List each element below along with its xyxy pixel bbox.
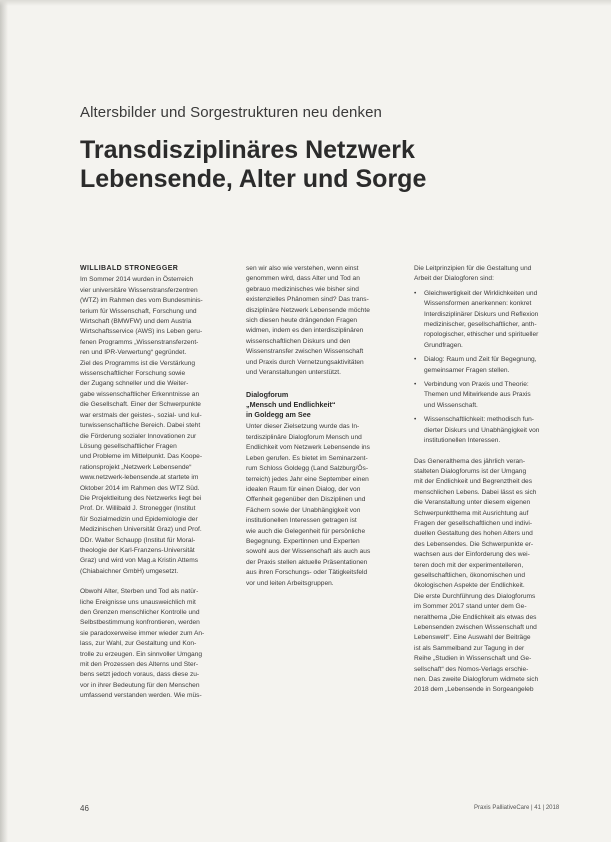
text-line: medizinischer, gesellschaftlicher, anth- <box>424 321 537 329</box>
column1-paragraph-1 <box>80 275 230 577</box>
text-line: (WTZ) im Rahmen des vom Bundesminis- <box>80 297 203 305</box>
text-line: lass, zur Wahl, zur Gestaltung und Kon- <box>80 640 197 648</box>
text-line: ist als Sammelband zur Tagung in der <box>414 644 525 652</box>
text-line: Medizinischen Universität Graz) und Prof. <box>80 526 202 534</box>
text-line: existenzielles Phänomen sind? Das trans- <box>246 296 369 304</box>
text-line: nen. Das zweite Dialogforum widmete sich <box>414 676 539 684</box>
text-line: und Probleme im Mittelpunkt. Das Koope- <box>80 453 203 461</box>
text-line: neralthema „Die Endlichkeit als etwas des <box>414 613 537 621</box>
text-line: vor und leiten Arbeitsgruppen. <box>246 579 334 587</box>
text-line: mit den Prozessen des Alterns und Ster- <box>80 661 199 669</box>
text-line: idealen Raum für einen Dialog, der von <box>246 485 361 493</box>
text-line: Reihe „Studien in Wissenschaft und Ge- <box>414 655 532 663</box>
text-line: sen wir also wie verstehen, wenn einst <box>246 265 359 272</box>
text-line: • Dialog: Raum und Zeit für Begegnung, <box>424 356 537 364</box>
page-number: 46 <box>80 804 89 813</box>
title-line-1: Transdisziplinäres Netzwerk <box>80 136 415 164</box>
list-item <box>414 380 564 411</box>
text-line: Unter dieser Zielsetzung wurde das In- <box>246 423 360 431</box>
text-line: genommen wird, dass Alter und Tod an <box>246 275 360 283</box>
text-line: wissenschaftlichen Diskurs und den <box>246 337 351 345</box>
text-line: Im Sommer 2014 wurden in Österreich <box>80 276 194 284</box>
text-line: • Gleichwertigkeit der Wirklichkeiten und <box>424 289 538 297</box>
text-line: (Chiabaichner GmbH) umgesetzt. <box>80 567 179 575</box>
author-name: WILLIBALD STRONEGGER <box>80 265 179 272</box>
text-line: www.netzwerk-lebensende.at startete im <box>80 474 199 482</box>
text-line: Lebenswelt“. Eine Auswahl der Beiträge <box>414 634 531 642</box>
text-line: Grundfragen. <box>424 341 463 349</box>
text-line: Selbstbestimmung konfrontieren, werden <box>80 619 200 627</box>
text-line: und Wissenschaft. <box>424 401 478 409</box>
text-line: bens setzt jedoch voraus, dass diese zu- <box>80 671 200 679</box>
column2-paragraph-2 <box>246 422 396 589</box>
subheading-line-1: Dialogforum <box>246 390 289 400</box>
text-line: wie auch die Gelegenheit für persönliche <box>246 527 366 535</box>
article-title <box>80 136 580 194</box>
text-line: Lösung gesellschaftlicher Fragen <box>80 442 177 450</box>
text-line: wissenschaftlicher Forschung sowie <box>80 370 186 378</box>
text-line: DDr. Walter Schaupp (Institut für Moral- <box>80 536 196 544</box>
column3-intro <box>414 264 564 285</box>
text-column-3 <box>414 264 564 696</box>
text-line: mit der Endlichkeit und Begrenztheit des <box>414 478 533 486</box>
text-line: im Sommer 2017 stand unter dem Ge- <box>414 603 527 611</box>
text-line: turwissenschaftliche Bereich. Dabei steht <box>80 422 201 430</box>
text-line: dierter Diskurs und Unabhängigkeit von <box>424 426 540 434</box>
text-line: Interdisziplinärer Diskurs und Reflexion <box>424 310 539 318</box>
text-line: Wissensformen anerkennen: konkret <box>424 300 532 308</box>
text-line: Oktober 2014 im Rahmen des WTZ Süd. <box>80 484 200 492</box>
text-line: sich diesen heute drängenden Fragen <box>246 317 358 325</box>
text-line: fenen Programms „Wissenstransferzent- <box>80 338 199 346</box>
text-line: Obwohl Alter, Sterben und Tod als natür- <box>80 588 199 596</box>
text-line: und Praxis durch Vernetzungsaktivitäten <box>246 358 364 366</box>
column3-paragraph-2 <box>414 457 564 696</box>
text-line: Das Generalthema des jährlich veran- <box>414 457 526 465</box>
text-line: der Zugang schneller und die Weiter- <box>80 380 189 388</box>
text-line: liche Ereignisse uns unausweichlich mit <box>80 598 196 606</box>
text-line: • Verbindung von Praxis und Theorie: <box>424 381 529 389</box>
text-line: vier universitäre Wissenstransferzentren <box>80 286 198 294</box>
page-top-shadow <box>0 0 611 6</box>
text-line: ropologischer, ethischer und spiritueller <box>424 331 539 339</box>
text-line: den Grenzen menschlicher Kontrolle und <box>80 609 200 616</box>
text-line: menschlichen Lebens. Dabei lässt es sich <box>414 488 537 496</box>
title-line-2: Lebensende, Alter und Sorge <box>80 165 427 193</box>
text-line: sowohl aus der Wissenschaft als auch aus <box>246 548 371 556</box>
text-line: Lebensenden zwischen Wissenschaft und <box>414 624 537 631</box>
text-line: des Lebensendes. Die Schwerpunkte er- <box>414 540 534 548</box>
text-line: Begegnung. Expertinnen und Experten <box>246 537 360 545</box>
text-line: sellschaft“ des Nomos-Verlags erschie- <box>414 665 529 673</box>
text-line: trolle zu erzeugen. Ein sinnvoller Umgang <box>80 650 203 658</box>
text-line: stalteten Dialogforums ist der Umgang <box>414 467 527 475</box>
subheading-line-3: in Goldegg am See <box>246 410 311 420</box>
text-line: institutionellen Interessen getragen ist <box>246 517 357 525</box>
text-line: die Veranstaltung unter diesem eigenen <box>414 499 531 507</box>
text-line: die Gesellschaft. Einer der Schwerpunkte <box>80 401 201 409</box>
list-item <box>414 289 564 351</box>
text-line: vor in ihrer Bedeutung für den Menschen <box>80 681 200 689</box>
text-column-2 <box>246 264 396 589</box>
article-kicker: Altersbilder und Sorgestrukturen neu denken <box>80 104 382 121</box>
text-line: Fächern sowie der Unabhängigkeit von <box>246 506 361 514</box>
text-line: gebrauo medizinisches wie bisher sind <box>246 285 359 293</box>
text-line: Endlichkeit vom Netzwerk Lebensende ins <box>246 444 370 452</box>
text-line: für Sozialmedizin und Epidemiologie der <box>80 515 198 523</box>
text-line: rationsprojekt „Netzwerk Lebensende“ <box>80 463 192 471</box>
text-line: Fragen der gesellschaftlichen und indivi- <box>414 519 533 527</box>
text-line: Wirtschaftsservice (AWS) ins Leben geru- <box>80 328 203 336</box>
text-line: institutionellen Interessen. <box>424 437 501 445</box>
text-line: ökologischen Aspekte der Endlichkeit. <box>414 582 525 590</box>
text-line: Wissenstransfer zwischen Wissenschaft <box>246 348 364 356</box>
text-line: ren und IPR-Verwertung“ gegründet. <box>80 349 187 357</box>
principles-list <box>414 289 564 447</box>
text-line: disziplinäre Netzwerk Lebensende möchte <box>246 306 370 314</box>
subheading-line-2: „Mensch und Endlichkeit“ <box>246 400 336 410</box>
section-subheading <box>246 390 396 420</box>
text-line: die Förderung sozialer Innovationen zur <box>80 432 197 440</box>
page-edge-shadow <box>0 0 8 842</box>
text-column-1 <box>80 264 230 702</box>
text-line: und Veranstaltungen unterstützt. <box>246 369 341 377</box>
text-line: widmen, indem es den interdisziplinären <box>246 327 364 335</box>
text-line: terreich) jedes Jahr eine September einen <box>246 475 369 483</box>
text-line: Schwerpunktthema mit Ausrichtung auf <box>414 509 529 517</box>
text-line: theologie der Karl-Franzens-Universität <box>80 546 195 554</box>
list-item <box>414 415 564 446</box>
text-line: Die Leitprinzipien für die Gestaltung und <box>414 265 532 272</box>
text-line: Themen und Mitwirkende aus Praxis <box>424 391 531 399</box>
text-line: Die Projektleitung des Netzwerks liegt bei <box>80 494 202 502</box>
text-line: umfassend verstanden werden. Wie müs- <box>80 692 202 700</box>
list-item <box>414 355 564 376</box>
text-line: terdisziplinäre Dialogforum Mensch und <box>246 433 362 441</box>
text-line: 2018 dem „Lebensende in Sorgeangeleb <box>414 686 534 694</box>
publication-footer: Praxis PalliativeCare | 41 | 2018 <box>474 805 560 811</box>
text-line: gemeinsamer Fragen stellen. <box>424 366 510 374</box>
text-line: sie paradoxerweise immer wieder zum An- <box>80 629 205 637</box>
text-line: Offenheit gegenüber den Disziplinen und <box>246 496 366 504</box>
text-line: der Praxis stellen aktuelle Präsentationen <box>246 558 368 566</box>
text-line: wachsen aus der Einforderung des wei- <box>414 551 530 559</box>
text-line: war erstmals der geistes-, sozial- und kul- <box>80 411 202 419</box>
text-line: Prof. Dr. Willibald J. Stronegger (Institut <box>80 505 196 513</box>
text-line: gesellschaftlichen, ökonomischen und <box>414 571 526 579</box>
column1-paragraph-2 <box>80 587 230 701</box>
text-line: terium für Wissenschaft, Forschung und <box>80 307 197 315</box>
text-line: Leben gerufen. Es bietet im Seminarzent- <box>246 454 368 462</box>
text-line: Graz) und wird von Mag.a Kristin Attems <box>80 557 198 565</box>
text-line: rum Schloss Goldegg (Land Salzburg/Ös- <box>246 465 369 473</box>
text-line: Die erste Durchführung des Dialogforums <box>414 592 536 600</box>
text-line: gabe wissenschaftlicher Erkenntnisse an <box>80 390 200 398</box>
text-line: duellen Gestaltung des hohen Alters und <box>414 530 533 538</box>
text-line: • Wissenschaftlichkeit: methodisch fun- <box>424 416 534 424</box>
column2-paragraph-1 <box>246 264 396 378</box>
text-line: Ziel des Programms ist die Verstärkung <box>80 359 196 367</box>
text-line: Wirtschaft (BMWFW) und dem Austria <box>80 318 192 326</box>
text-line: aus ihren Forschungs- oder Tätigkeitsfeld <box>246 569 368 577</box>
text-line: teren doch mit der experimentelleren, <box>414 561 524 569</box>
text-line: Arbeit der Dialogforen sind: <box>414 275 494 283</box>
